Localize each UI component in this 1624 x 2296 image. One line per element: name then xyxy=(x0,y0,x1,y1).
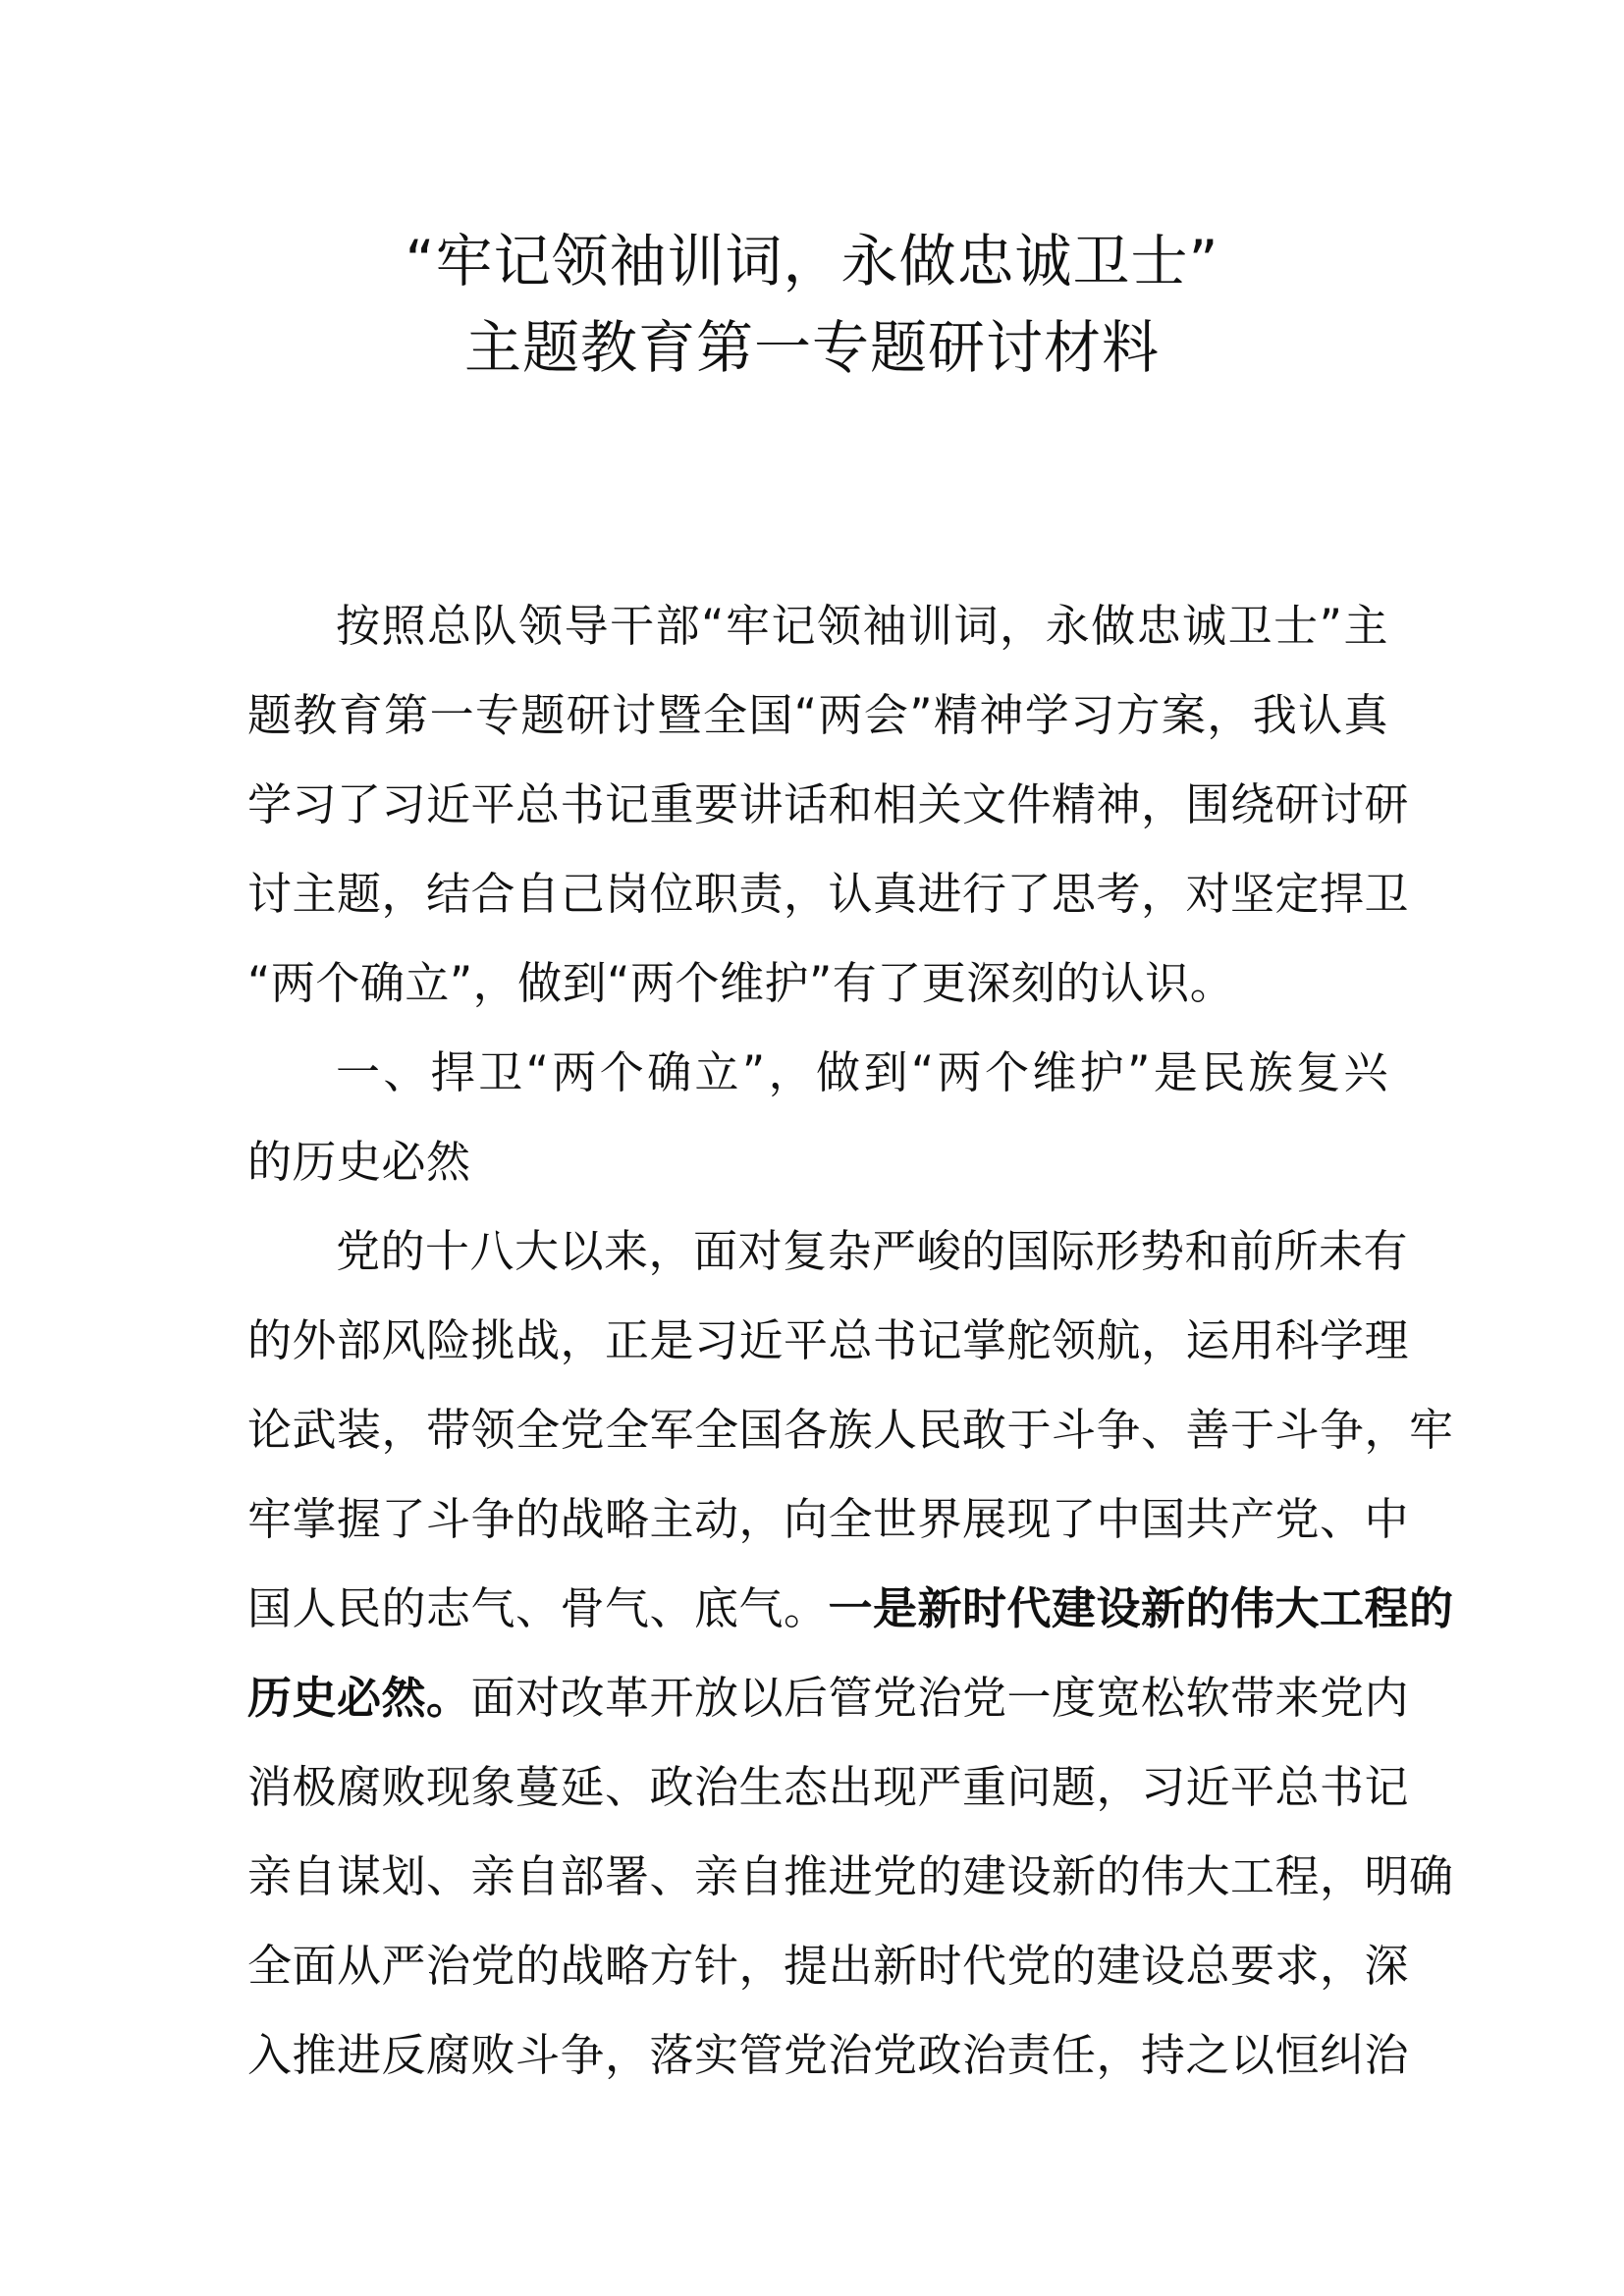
paragraph-1-line-2: 题教育第一专题研讨暨全国“两会”精神学习方案，我认真 xyxy=(247,689,1388,741)
paragraph-1-line-3: 学习了习近平总书记重要讲话和相关文件精神，围绕研讨研 xyxy=(247,778,1410,830)
title-line-1: “牢记领袖训词，永做忠诚卫士” xyxy=(405,228,1219,294)
paragraph-3-line-6-normal: 面对改革开放以后管党治党一度宽松软带来党内 xyxy=(470,1672,1410,1724)
paragraph-1-line-4: 讨主题，结合自己岗位职责，认真进行了思考，对坚定捍卫 xyxy=(247,868,1410,920)
document-title xyxy=(0,218,1624,391)
paragraph-3-line-6-bold: 历史必然。 xyxy=(247,1672,471,1724)
section-heading-line-2: 的历史必然 xyxy=(247,1136,471,1188)
paragraph-3-line-7: 消极腐败现象蔓延、政治生态出现严重问题，习近平总书记 xyxy=(247,1761,1410,1813)
paragraph-3-line-10: 入推进反腐败斗争，落实管党治党政治责任，持之以恒纠治 xyxy=(247,2029,1410,2081)
paragraph-1-line-5: “两个确立”，做到“两个维护”有了更深刻的认识。 xyxy=(247,957,1235,1009)
paragraph-3-line-4: 牢掌握了斗争的战略主动，向全世界展现了中国共产党、中 xyxy=(247,1493,1410,1545)
paragraph-3-line-5 xyxy=(247,1564,1454,1653)
paragraph-3-line-5-normal: 国人民的志气、骨气、底气。 xyxy=(247,1582,829,1634)
title-line-2: 主题教育第一专题研讨材料 xyxy=(463,314,1160,381)
paragraph-3-line-5-bold: 一是新时代建设新的伟大工程的 xyxy=(828,1582,1454,1634)
section-heading-line-1: 一、捍卫“两个确立”，做到“两个维护”是民族复兴 xyxy=(336,1046,1388,1098)
paragraph-3-line-8: 亲自谋划、亲自部署、亲自推进党的建设新的伟大工程，明确 xyxy=(247,1850,1454,1902)
document-body xyxy=(247,581,1454,2100)
paragraph-3-line-2: 的外部风险挑战，正是习近平总书记掌舵领航，运用科学理 xyxy=(247,1314,1410,1366)
paragraph-3-line-9: 全面从严治党的战略方针，提出新时代党的建设总要求，深 xyxy=(247,1940,1410,1992)
paragraph-1-line-1: 按照总队领导干部“牢记领袖训词，永做忠诚卫士”主 xyxy=(336,600,1388,652)
paragraph-3-line-1: 党的十八大以来，面对复杂严峻的国际形势和前所未有 xyxy=(336,1225,1409,1277)
paragraph-3-line-3: 论武装，带领全党全军全国各族人民敢于斗争、善于斗争，牢 xyxy=(247,1404,1454,1456)
paragraph-3-line-6 xyxy=(247,1653,1410,1742)
